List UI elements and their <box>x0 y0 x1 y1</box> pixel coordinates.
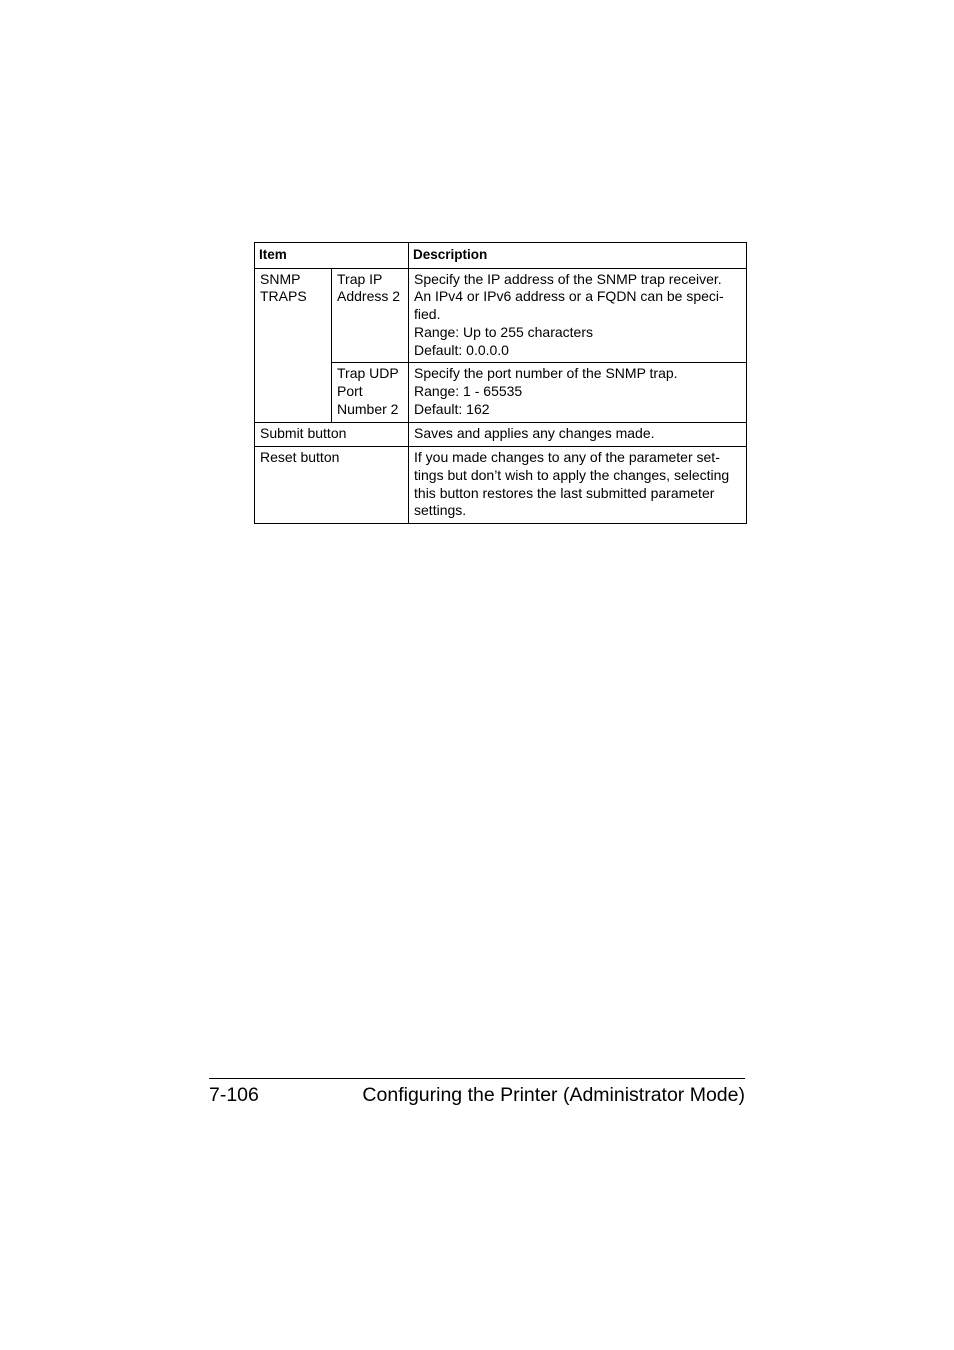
trap-ip-address-label: Trap IP Address 2 <box>332 268 409 363</box>
table-row <box>255 268 747 363</box>
snmp-traps-label-line: TRAPS <box>260 288 307 305</box>
snmp-traps-group-cell <box>255 268 332 423</box>
header-description: Description <box>409 243 747 269</box>
header-item: Item <box>255 243 409 269</box>
parameter-table <box>254 242 747 524</box>
chapter-title: Configuring the Printer (Administrator Mode) <box>362 1084 745 1106</box>
reset-button-label: Reset button <box>255 447 409 524</box>
trap-ip-address-description: Specify the IP address of the SNMP trap receiver. An IPv4 or IPv6 address or a FQDN can be speci- fied. Range: Up to 255 characters Default: 0.0.0.0 <box>409 268 747 363</box>
trap-udp-port-description: Specify the port number of the SNMP trap. Range: 1 - 65535 Default: 162 <box>409 363 747 423</box>
reset-button-description: If you made changes to any of the parameter set- tings but don’t wish to apply the changes, selecting this button restores the last submitted parameter settings. <box>409 447 747 524</box>
table-header-row <box>255 243 747 269</box>
table-row <box>255 447 747 524</box>
page-footer <box>209 1078 745 1106</box>
page-number: 7-106 <box>209 1084 259 1106</box>
trap-udp-port-label: Trap UDP Port Number 2 <box>332 363 409 423</box>
submit-button-label: Submit button <box>255 423 409 447</box>
table-row <box>255 423 747 447</box>
submit-button-description: Saves and applies any changes made. <box>409 423 747 447</box>
snmp-traps-label-line: SNMP <box>260 270 301 287</box>
